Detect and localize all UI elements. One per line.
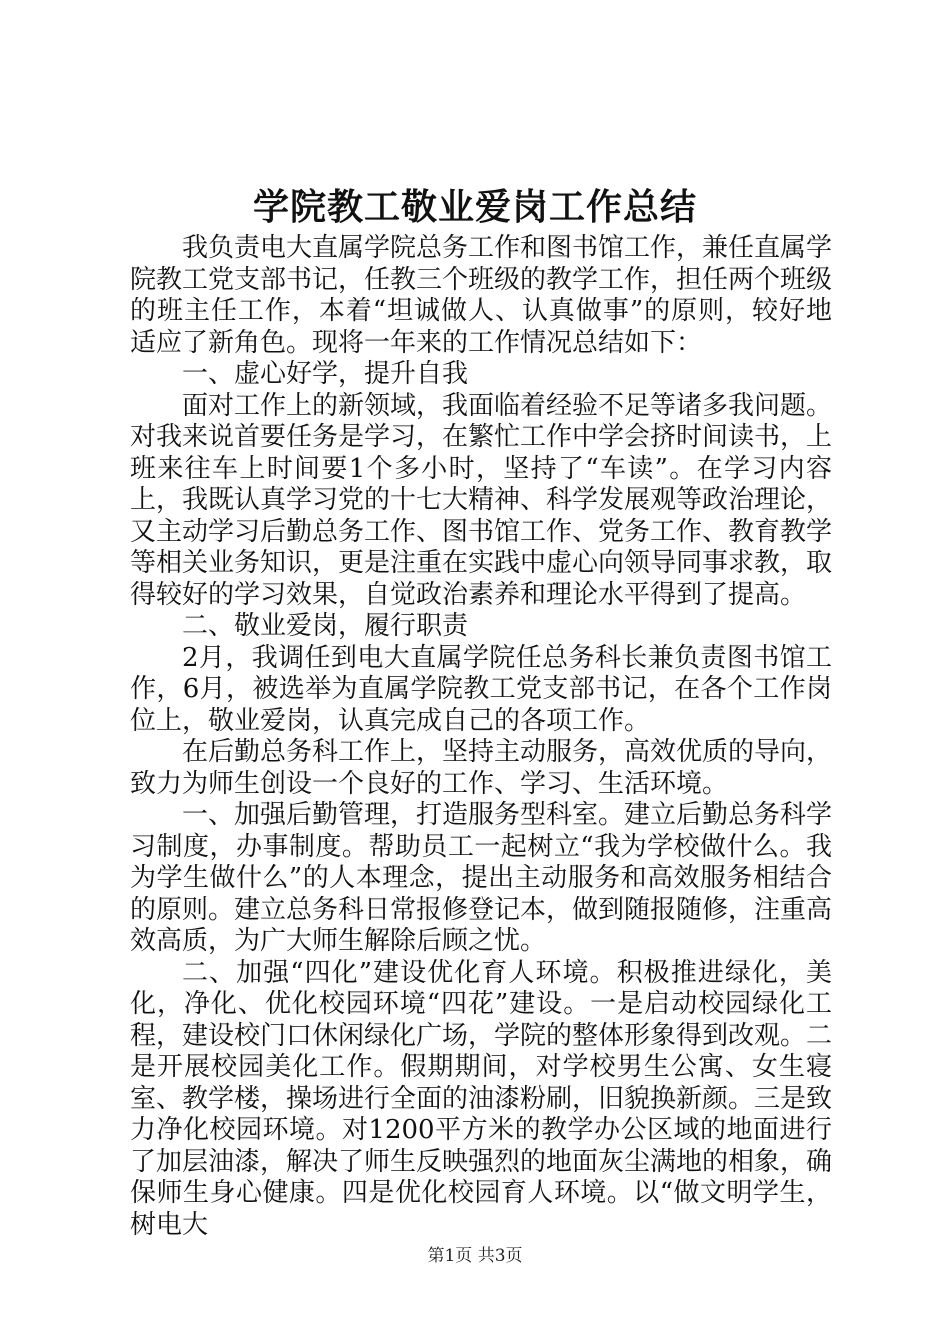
section-heading-1: 一、虚心好学，提升自我 — [182, 359, 469, 389]
document-title: 学院教工敬业爱岗工作总结 — [252, 186, 697, 229]
document-body — [130, 233, 832, 1241]
paragraph-appointment: 2月，我调任到电大直属学院任总务科长兼负责图书馆工作，6月，被选举为直属学院教工党支部书记，在各个工作岗位上，敬业爱岗，认真完成自己的各项工作。 — [130, 642, 832, 736]
section-heading-2: 二、敬业爱岗，履行职责 — [182, 611, 469, 641]
paragraph-intro: 我负责电大直属学院总务工作和图书馆工作，兼任直属学院教工党支部书记，任教三个班级的教学工作，担任两个班级的班主任工作，本着“坦诚做人、认真做事”的原则，较好地适应了新角色。现将一年来的工作情况总结如下： — [130, 233, 833, 358]
paragraph-study: 面对工作上的新领域，我面临着经验不足等诸多我问题。对我来说首要任务是学习，在繁忙工作中学会挤时间读书，上班来往车上时间要1个多小时，坚持了“车读”。在学习内容上，我既认真学习党的十七大精神、科学发展观等政治理论，又主动学习后勤总务工作、图书馆工作、党务工作、教育教学等相关业务知识，更是注重在实践中虚心向领导同事求教，取得较好的学习效果，自觉政治素养和理论水平得到了提高。 — [130, 390, 833, 610]
paragraph-management: 一、加强后勤管理，打造服务型科室。建立后勤总务科学习制度，办事制度。帮助员工一起树立“我为学校做什么。我为学生做什么”的人本理念，提出主动服务和高效服务相结合的原则。建立总务科日常报修登记本，做到随报随修，注重高效高质，为广大师生解除后顾之忧。 — [130, 800, 833, 956]
page-footer: 第1页 共3页 — [427, 1246, 523, 1266]
paragraph-logistics: 在后勤总务科工作上，坚持主动服务，高效优质的导向，致力为师生创设一个良好的工作、学习、生活环境。 — [130, 737, 833, 799]
paragraph-environment: 二、加强“四化”建设优化育人环境。积极推进绿化，美化，净化、优化校园环境“四花”建设。一是启动校园绿化工程，建设校门口休闲绿化广场，学院的整体形象得到改观。二是开展校园美化工作。假期期间，对学校男生公寓、女生寝室、教学楼，操场进行全面的油漆粉刷，旧貌换新颜。三是致力净化校园环境。对1200平方米的教学办公区域的地面进行了加层油漆，解决了师生反映强烈的地面灰尘满地的相象，确保师生身心健康。四是优化校园育人环境。以“做文明学生，树电大 — [130, 957, 833, 1240]
